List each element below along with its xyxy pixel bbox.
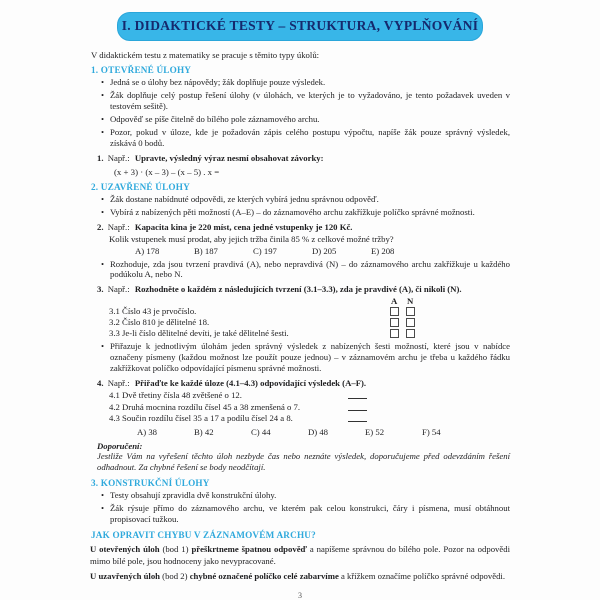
answer-option: D) 48 [308,426,329,437]
answer-option: E) 52 [365,426,385,437]
answer-blank [348,410,367,411]
answer-option: C) 197 [253,245,277,256]
recommendation-text: Jestliže Vám na vyřešení těchto úloh nezbyde čas nebo neznáte výsledek, doporučujeme před odevzdáním řešení odhadnout. Za chybné řešení se body neodčítají. [97,450,510,473]
checkbox-true [390,329,399,338]
correction-regular-text: a napíšeme správnou do bílého pole. Pozor na odpovědi mimo bílé pole, jsou hodnoceny jako nevypracované. [90,544,510,566]
task-text: 4.2 Druhá mocnina rozdílu čísel 45 a 38 zmenšená o 7. [109,401,301,412]
bullet-item [90,77,510,88]
example-1-equation: (x + 3) · (x – 3) – (x – 5) . x = [114,166,220,177]
answer-option: D) 205 [312,245,337,256]
matching-row [90,413,510,425]
section-heading-open-tasks: 1. OTEVŘENÉ ÚLOHY [91,65,192,75]
column-header-true: A [391,296,398,307]
example-2-options-row [90,246,510,256]
statement-text: 3.3 Je-li číslo dělitelné devíti, je také dělitelné šesti. [109,328,289,339]
chapter-title: I. DIDAKTICKÉ TESTY – STRUKTURA, VYPLŇOVÁNÍ [121,18,479,33]
column-header-false: N [407,296,414,307]
example-2-heading [90,222,510,233]
bullet-text: Jedná se o úlohy bez nápovědy; žák doplňuje pouze výsledek. [110,77,326,87]
bullet-text: Přiřazuje k jednotlivým úlohám jeden správný výsledek z nabízených šesti možností, které jsou v nabídce označeny písmeny (každou možnost lze použít pouze jednou) – v záznamovém archu je třeba u každého řádku zakřížkovat políčko odpovídající písmenu správné možnosti. [110,341,510,374]
bullet-marker: • [101,113,105,124]
example-text: Upravte, výsledný výraz nesmí obsahovat závorky: [134,152,324,163]
bullet-marker: • [101,258,105,269]
correction-bold-text: přeškrtneme špatnou odpověď [191,544,307,555]
document-page [90,0,510,600]
bullet-marker: • [101,193,105,204]
correction-bold-text: U uzavřených úloh [90,570,160,581]
bullet-item [90,90,510,112]
bullet-item [90,114,510,125]
bullet-item [90,194,510,205]
answer-option: B) 187 [194,245,218,256]
example-text: Rozhodněte o každém z následujících tvrzení (3.1–3.3), zda je pravdivé (A), či nikoli (N). [134,284,462,295]
bullet-text: Rozhoduje, zda jsou tvrzení pravdivá (A), nebo nepravdivá (N) – do záznamového archu zakřížkuje u každého podúkolu A, nebo N. [110,258,510,280]
checkbox-true [390,307,399,316]
answer-option: A) 178 [135,245,160,256]
example-label: Např.: [107,378,130,389]
correction-regular-text: (bod 1) [159,544,192,555]
task-text: 4.1 Dvě třetiny čísla 48 zvětšené o 12. [109,390,242,401]
example-text: Kapacita kina je 220 míst, cena jedné vstupenky je 120 Kč. [134,221,353,232]
bullet-text: Pozor, pokud v úloze, kde je požadován zápis celého postupu výpočtu, napíše žák pouze správný výsledek, získává 0 bodů. [110,126,510,148]
statement-text: 3.2 Číslo 810 je dělitelné 18. [109,317,210,328]
true-false-row [90,317,510,328]
example-number: 4. [97,378,104,389]
example-4-options-row [90,427,510,437]
correction-paragraph-open [90,544,510,567]
bullet-item [90,341,510,374]
checkbox-true [390,318,399,327]
example-3-heading [90,284,510,295]
example-label: Např.: [107,284,130,295]
correction-bold-text: chybné označené políčko celé zabarvíme [189,570,339,581]
example-1-heading [90,153,510,164]
section-heading-closed-tasks: 2. UZAVŘENÉ ÚLOHY [91,181,190,192]
true-false-row [90,328,510,339]
bullet-marker: • [101,89,105,100]
matching-row [90,402,510,414]
example-2-question: Kolik vstupenek musí prodat, aby jejich tržba činila 85 % z celkové možné tržby? [109,233,394,244]
bullet-marker: • [101,206,105,217]
task-text: 4.3 Součin rozdílu čísel 35 a 17 a podílu čísel 24 a 8. [109,413,293,424]
bullet-item [90,503,510,525]
answer-option: F) 54 [422,426,441,437]
answer-option: B) 42 [194,426,214,437]
bullet-text: Vybírá z nabízených pěti možností (A–E) – do záznamového archu zakřížkuje políčko správné možnosti. [110,206,475,217]
bullet-marker: • [101,77,105,87]
answer-option: A) 38 [137,426,158,437]
correction-regular-text: (bod 2) [160,570,190,581]
matching-row [90,390,510,402]
chapter-title-banner [117,12,483,41]
bullet-text: Odpověď se píše čitelně do bílého pole záznamového archu. [110,113,320,124]
true-false-row [90,306,510,317]
example-4-heading [90,378,510,389]
checkbox-false [406,329,415,338]
example-label: Např.: [107,221,130,232]
correction-paragraph-closed [90,571,510,582]
intro-text: V didaktickém testu z matematiky se pracuje s těmito typy úkolů: [91,50,320,60]
answer-option: C) 44 [251,426,271,437]
section-heading-corrections: JAK OPRAVIT CHYBU V ZÁZNAMOVÉM ARCHU? [91,530,316,541]
bullet-text: Testy obsahují zpravidla dvě konstrukční úlohy. [110,490,277,501]
example-number: 2. [97,221,104,232]
answer-option: E) 208 [371,245,395,256]
bullet-text: Žák dostane nabídnuté odpovědi, ze kterých vybírá jednu správnou odpověď. [110,193,379,204]
bullet-item [90,127,510,149]
answer-blank [348,421,367,422]
checkbox-false [406,307,415,316]
bullet-text: Žák rýsuje přímo do záznamového archu, ve kterém pak celou konstrukci, čáry i písmena, musí obtáhnout propisovací tužkou. [110,503,510,525]
bullet-item [90,259,510,281]
true-false-column-headers [90,296,510,306]
bullet-marker: • [101,341,105,352]
bullet-marker: • [101,503,105,514]
recommendation-label: Doporučení: [97,440,143,451]
example-text: Přiřaďte ke každé úloze (4.1–4.3) odpovídající výsledek (A–F). [134,378,367,389]
bullet-marker: • [101,126,105,137]
example-label: Např.: [107,152,130,163]
correction-regular-text: a křížkem označíme políčko správné odpovědi. [338,570,506,581]
example-number: 1. [97,152,104,163]
checkbox-false [406,318,415,327]
page-number: 3 [298,591,302,600]
bullet-item [90,207,510,218]
bullet-marker: • [101,490,105,501]
correction-bold-text: U otevřených úloh [90,544,160,555]
answer-blank [348,398,367,399]
statement-text: 3.1 Číslo 43 je prvočíslo. [109,306,197,317]
example-number: 3. [97,284,104,295]
section-heading-construction-tasks: 3. KONSTRUKČNÍ ÚLOHY [91,478,210,489]
bullet-text: Žák doplňuje celý postup řešení úlohy (v úlohách, ve kterých je to vyžadováno, je tento požadavek uveden v testovém sešitě). [110,89,510,111]
bullet-item [90,490,510,501]
